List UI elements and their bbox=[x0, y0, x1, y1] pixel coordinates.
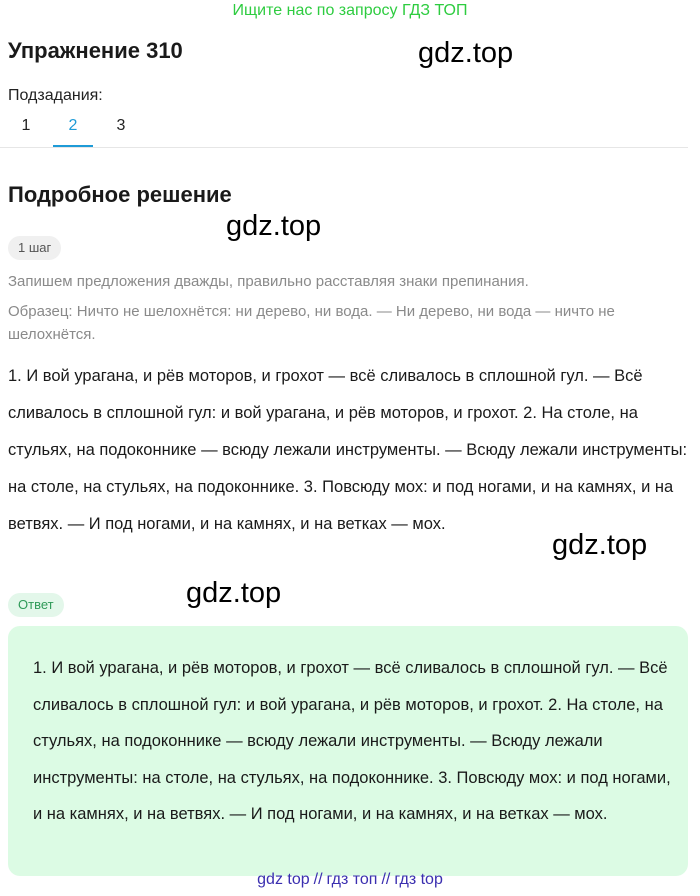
subtasks-tabs bbox=[0, 110, 688, 148]
solution-heading: Подробное решение bbox=[8, 182, 232, 207]
watermark: gdz.top bbox=[552, 529, 648, 561]
footer-separator: // bbox=[313, 871, 323, 888]
solution-text: 1. И вой урагана, и рёв моторов, и грохот — всё сливалось в сплошной гул. — Всё сливалось в сплошной гул: и вой урагана, и рёв моторов, и грохот. 2. На столе, на стульях, на подоконнике — всюду лежали инструменты. — Всюду лежали инструменты: на столе, на стульях, на подоконнике. 3. Повсюду мох: и под ногами, и на камнях, и на ветвях. — И под ногами, и на камнях, и на ветках — мох. bbox=[8, 367, 688, 533]
active-tab-indicator bbox=[53, 145, 93, 147]
step-badge: 1 шаг bbox=[8, 236, 61, 260]
watermark: gdz.top bbox=[186, 577, 282, 609]
footer-link[interactable]: гдз top bbox=[394, 871, 443, 888]
solution-sample: Образец: Ничто не шелохнётся: ни дерево, ни вода. — Ни дерево, ни вода — ничто не шелохнётся. bbox=[8, 303, 615, 343]
answer-text: 1. И вой урагана, и рёв моторов, и грохот — всё сливалось в сплошной гул. — Всё сливалось в сплошной гул: и вой урагана, и рёв моторов, и грохот. 2. На столе, на стульях, на подоконнике — всюду лежали инструменты. — Всюду лежали инструменты: на столе, на стульях, на подоконнике. 3. Повсюду мох: и под ногами, и на камнях, и на ветвях. — И под ногами, и на камнях, и на ветках — мох. bbox=[33, 659, 671, 823]
watermark: gdz.top bbox=[418, 37, 514, 69]
footer-link[interactable]: gdz top bbox=[257, 871, 310, 888]
answer-badge: Ответ bbox=[8, 593, 64, 617]
subtasks-label: Подзадания: bbox=[8, 87, 103, 104]
solution-hint: Запишем предложения дважды, правильно расставляя знаки препинания. bbox=[8, 273, 529, 290]
subtask-tab-1[interactable]: 1 bbox=[21, 117, 31, 134]
footer-links bbox=[0, 871, 700, 889]
promo-banner[interactable]: Ищите нас по запросу ГДЗ ТОП bbox=[232, 2, 468, 19]
footer-link[interactable]: гдз топ bbox=[326, 871, 378, 888]
watermark: gdz.top bbox=[226, 210, 322, 242]
page-title: Упражнение 310 bbox=[8, 38, 183, 63]
footer-separator: // bbox=[381, 871, 391, 888]
subtask-tab-3[interactable]: 3 bbox=[116, 117, 126, 134]
subtask-tab-2[interactable]: 2 bbox=[68, 117, 78, 134]
